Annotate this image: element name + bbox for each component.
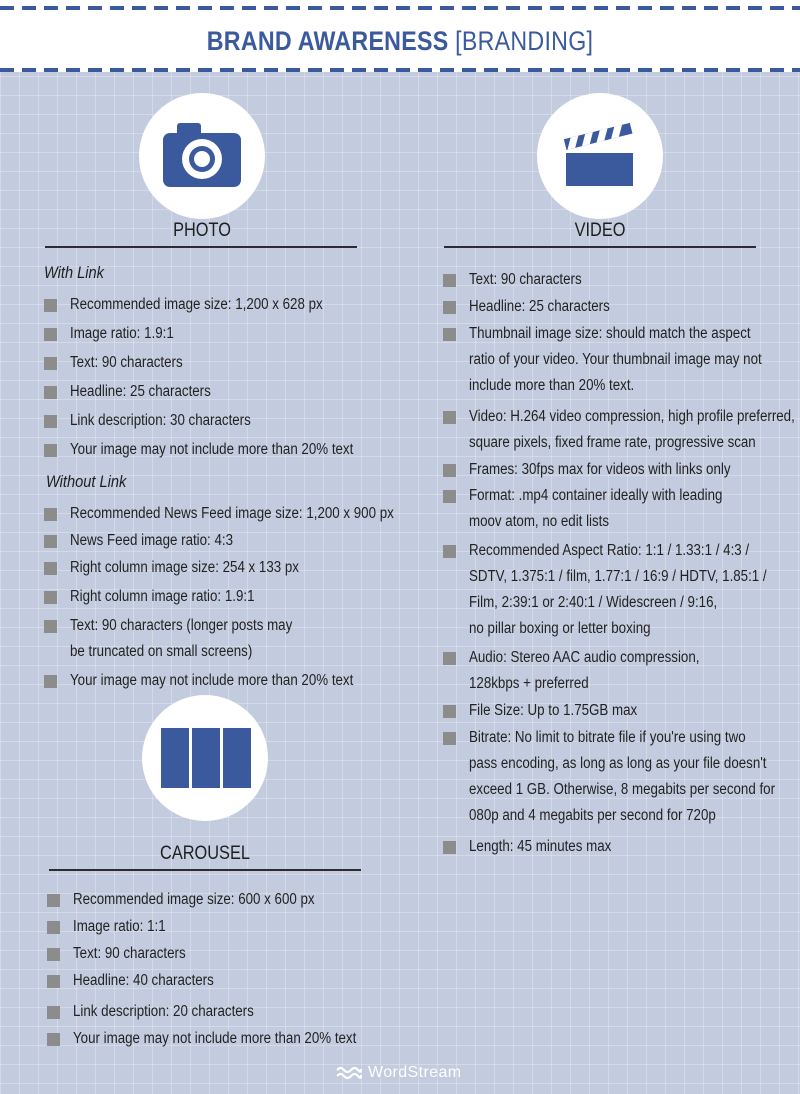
bullet-square-icon: [44, 444, 57, 457]
list-item-text: Text: 90 characters: [469, 271, 582, 288]
list-item-text: Recommended image size: 600 x 600 px: [73, 891, 315, 908]
list-item: [47, 941, 407, 967]
list-item: [443, 321, 793, 399]
list-item-text: Your image may not include more than 20% text: [70, 441, 354, 458]
list-item-text: Right column image ratio: 1.9:1: [70, 588, 255, 605]
bullet-square-icon: [44, 328, 57, 341]
bullet-square-icon: [44, 535, 57, 548]
list-item: [47, 887, 407, 913]
list-item-text: Link description: 20 characters: [73, 1003, 254, 1020]
footer-brand: WordStream: [368, 1064, 462, 1081]
bullet-square-icon: [47, 1006, 60, 1019]
list-item-text: Film, 2:39:1 or 2:40:1 / Widescreen / 9:16,: [469, 594, 718, 611]
bullet-square-icon: [47, 948, 60, 961]
list-item-text: Thumbnail image size: should match the aspect: [469, 325, 751, 342]
list-item: [44, 379, 404, 405]
list-item: [443, 698, 793, 724]
list-item: [47, 968, 407, 994]
list-item-text: Text: 90 characters: [73, 945, 186, 962]
bullet-square-icon: [44, 357, 57, 370]
list-item-text: Bitrate: No limit to bitrate file if you're using two: [469, 729, 746, 746]
wordstream-waves-icon: [336, 1066, 362, 1080]
bullet-square-icon: [443, 732, 456, 745]
list-item-text: Link description: 30 characters: [70, 412, 251, 429]
bullet-square-icon: [44, 299, 57, 312]
list-item-text: Recommended image size: 1,200 x 628 px: [70, 296, 323, 313]
bullet-square-icon: [443, 490, 456, 503]
photo-divider: [45, 246, 357, 248]
bullet-square-icon: [47, 1033, 60, 1046]
bullet-square-icon: [443, 328, 456, 341]
list-item-text: 128kbps + preferred: [469, 675, 589, 692]
list-item-text: Your image may not include more than 20% text: [70, 672, 354, 689]
list-item-text: moov atom, no edit lists: [469, 513, 610, 530]
bullet-square-icon: [443, 841, 456, 854]
list-item-text: Text: 90 characters: [70, 354, 183, 371]
list-item: [44, 668, 424, 694]
camera-icon: [139, 93, 265, 219]
list-item-text: Headline: 25 characters: [70, 383, 211, 400]
list-item-text: News Feed image ratio: 4:3: [70, 532, 234, 549]
video-section-label: VIDEO: [574, 220, 626, 241]
list-item-text: ratio of your video. Your thumbnail image may not: [469, 351, 762, 368]
without-link-list: [44, 501, 424, 694]
list-item: [44, 350, 404, 376]
list-item-text: Length: 45 minutes max: [469, 838, 612, 855]
with-link-list: [44, 292, 404, 463]
bullet-square-icon: [443, 301, 456, 314]
with-link-heading: With Link: [44, 263, 104, 282]
list-item-text: be truncated on small screens): [70, 643, 253, 660]
list-item: [44, 555, 424, 581]
list-item-text: no pillar boxing or letter boxing: [469, 620, 651, 637]
list-item: [44, 501, 424, 527]
bullet-square-icon: [47, 921, 60, 934]
bullet-square-icon: [443, 545, 456, 558]
page-title-main: BRAND AWARENESS: [206, 26, 449, 56]
list-item-text: Frames: 30fps max for videos with links only: [469, 461, 731, 478]
list-item: [443, 725, 793, 829]
list-item: [47, 914, 407, 940]
bottom-dashed-border: [0, 68, 800, 72]
list-item-text: Your image may not include more than 20% text: [73, 1030, 357, 1047]
bullet-square-icon: [44, 415, 57, 428]
list-item-text: Headline: 25 characters: [469, 298, 610, 315]
list-item-text: Video: H.264 video compression, high profile preferred,: [469, 408, 795, 425]
list-item: [443, 457, 793, 483]
carousel-divider: [49, 869, 361, 871]
list-item: [44, 292, 404, 318]
carousel-section-label: CAROUSEL: [160, 843, 250, 864]
list-item-text: Recommended News Feed image size: 1,200 x 900 px: [70, 505, 394, 522]
bullet-square-icon: [443, 652, 456, 665]
carousel-icon: [142, 695, 268, 821]
list-item: [443, 483, 793, 535]
list-item: [44, 437, 404, 463]
video-icon-circle: [537, 93, 663, 219]
carousel-icon-circle: [142, 695, 268, 821]
list-item-text: Text: 90 characters (longer posts may: [70, 617, 293, 634]
list-item: [44, 584, 424, 610]
bullet-square-icon: [44, 591, 57, 604]
page-title: [56, 26, 744, 57]
bullet-square-icon: [44, 620, 57, 633]
list-item: [44, 321, 404, 347]
list-item-text: Image ratio: 1:1: [73, 918, 166, 935]
list-item-text: Headline: 40 characters: [73, 972, 214, 989]
list-item-text: Recommended Aspect Ratio: 1:1 / 1.33:1 / 4:3 /: [469, 542, 750, 559]
top-dashed-border: [0, 6, 800, 10]
list-item-text: Image ratio: 1.9:1: [70, 325, 174, 342]
list-item: [443, 404, 793, 456]
list-item-text: SDTV, 1.375:1 / film, 1.77:1 / 16:9 / HDTV, 1.85:1 /: [469, 568, 767, 585]
bullet-square-icon: [47, 975, 60, 988]
bullet-square-icon: [443, 705, 456, 718]
video-divider: [444, 246, 756, 248]
bullet-square-icon: [44, 675, 57, 688]
clapperboard-icon: [537, 93, 663, 219]
without-link-heading: Without Link: [46, 472, 127, 491]
bullet-square-icon: [44, 386, 57, 399]
list-item-text: exceed 1 GB. Otherwise, 8 megabits per second for: [469, 781, 776, 798]
bullet-square-icon: [443, 464, 456, 477]
list-item: [443, 294, 793, 320]
list-item-text: square pixels, fixed frame rate, progressive scan: [469, 434, 756, 451]
list-item: [47, 999, 407, 1025]
bullet-square-icon: [44, 562, 57, 575]
list-item-text: pass encoding, as long as long as your file doesn't: [469, 755, 767, 772]
carousel-spec-list: [47, 887, 407, 1052]
bullet-square-icon: [47, 894, 60, 907]
list-item-text: Audio: Stereo AAC audio compression,: [469, 649, 700, 666]
list-item: [443, 645, 793, 697]
list-item-text: File Size: Up to 1.75GB max: [469, 702, 638, 719]
list-item: [44, 613, 424, 665]
list-item-text: 080p and 4 megabits per second for 720p: [469, 807, 716, 824]
header-banner: [0, 0, 800, 72]
list-item-text: Format: .mp4 container ideally with leading: [469, 487, 723, 504]
list-item: [443, 538, 793, 642]
bullet-square-icon: [443, 274, 456, 287]
video-spec-list: [443, 267, 793, 860]
bullet-square-icon: [443, 411, 456, 424]
page-title-tag: [BRANDING]: [455, 26, 594, 56]
list-item: [443, 834, 793, 860]
bullet-square-icon: [44, 508, 57, 521]
list-item-text: include more than 20% text.: [469, 377, 635, 394]
list-item-text: Right column image size: 254 x 133 px: [70, 559, 299, 576]
list-item: [443, 267, 793, 293]
photo-section-label: PHOTO: [173, 220, 231, 241]
footer-logo: [336, 1062, 462, 1084]
list-item: [44, 528, 424, 554]
list-item: [47, 1026, 407, 1052]
list-item: [44, 408, 404, 434]
photo-icon-circle: [139, 93, 265, 219]
